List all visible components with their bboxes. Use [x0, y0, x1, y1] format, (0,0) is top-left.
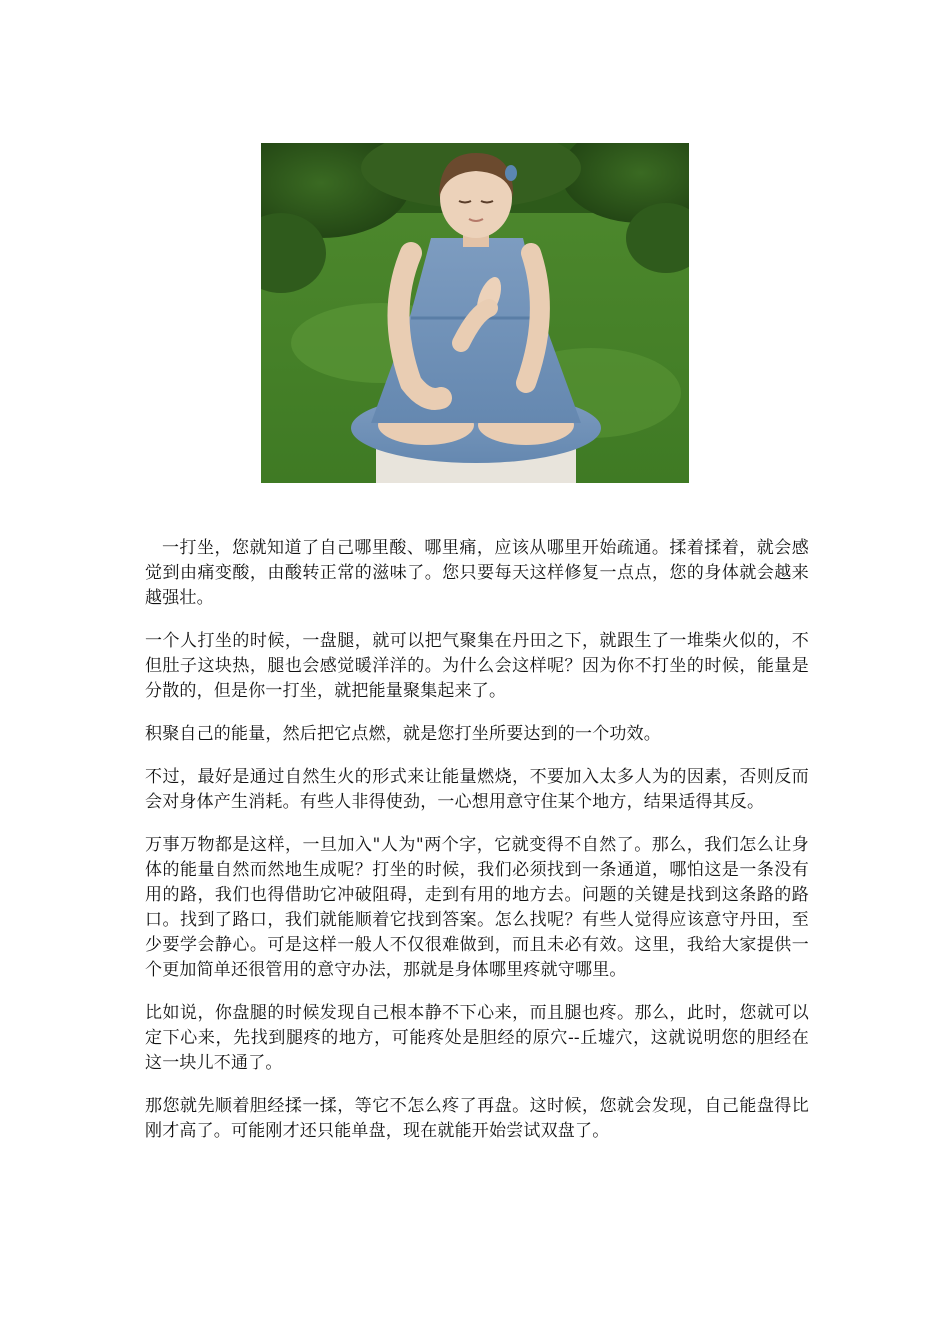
paragraph-1: 一打坐，您就知道了自己哪里酸、哪里痛，应该从哪里开始疏通。揉着揉着，就会感觉到由痛变酸，由酸转正常的滋味了。您只要每天这样修复一点点，您的身体就会越来越强壮。: [145, 538, 809, 608]
paragraph-6: 比如说，你盘腿的时候发现自己根本静不下心来，而且腿也疼。那么，此时，您就可以定下心来，先找到腿疼的地方，可能疼处是胆经的原穴--丘墟穴，这就说明您的胆经在这一块儿不通了。: [145, 1003, 809, 1073]
paragraph-7: 那您就先顺着胆经揉一揉，等它不怎么疼了再盘。这时候，您就会发现，自己能盘得比刚才高了。可能刚才还只能单盘，现在就能开始尝试双盘了。: [145, 1096, 809, 1141]
paragraph-4: 不过，最好是通过自然生火的形式来让能量燃烧，不要加入太多人为的因素，否则反而会对身体产生消耗。有些人非得使劲，一心想用意守住某个地方，结果适得其反。: [145, 767, 809, 812]
child-meditating-photo: [261, 143, 689, 483]
paragraph-2: 一个人打坐的时候，一盘腿，就可以把气聚集在丹田之下，就跟生了一堆柴火似的，不但肚子这块热，腿也会感觉暖洋洋的。为什么会这样呢？因为你不打坐的时候，能量是分散的，但是你一打坐，就把能量聚集起来了。: [145, 631, 809, 701]
article-body: [145, 536, 809, 1162]
paragraph-5: 万事万物都是这样，一旦加入"人为"两个字，它就变得不自然了。那么，我们怎么让身体的能量自然而然地生成呢？打坐的时候，我们必须找到一条通道，哪怕这是一条没有用的路，我们也得借助它冲破阻碍，走到有用的地方去。问题的关键是找到这条路的路口。找到了路口，我们就能顺着它找到答案。怎么找呢？有些人觉得应该意守丹田，至少要学会静心。可是这样一般人不仅很难做到，而且未必有效。这里，我给大家提供一个更加简单还很管用的意守办法，那就是身体哪里疼就守哪里。: [145, 835, 809, 980]
paragraph-3: 积聚自己的能量，然后把它点燃，就是您打坐所要达到的一个功效。: [145, 724, 661, 744]
